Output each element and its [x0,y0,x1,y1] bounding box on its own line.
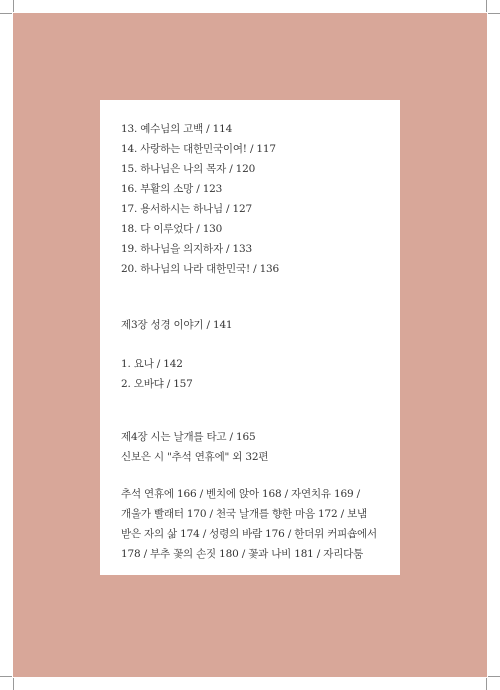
chapter-subheading: 신보은 시 "추석 연휴에" 외 32편 [121,451,269,463]
crop-mark [13,678,14,690]
toc-entry: 2. 오바댜 / 157 [121,378,193,390]
toc-entry: 19. 하나님을 의지하자 / 133 [121,243,252,255]
crop-mark [13,0,14,12]
crop-mark [486,678,487,690]
crop-mark [488,676,500,677]
chapter-heading: 제3장 성경 이야기 / 141 [121,319,233,331]
poem-list-line: 받은 자의 삶 174 / 성령의 바람 176 / 한더위 커피숍에서 [121,528,377,540]
toc-entry: 14. 사랑하는 대한민국이여! / 117 [121,143,276,155]
toc-entry: 16. 부활의 소망 / 123 [121,183,223,195]
toc-entry: 20. 하나님의 나라 대한민국! / 136 [121,263,280,275]
poem-list-line: 개울가 빨래터 170 / 천국 날개를 향한 마음 172 / 보냄 [121,508,367,520]
toc-entry: 18. 다 이루었다 / 130 [121,223,223,235]
chapter-heading: 제4장 시는 날개를 타고 / 165 [121,431,256,443]
toc-entry: 13. 예수님의 고백 / 114 [121,123,233,135]
toc-entry: 1. 요나 / 142 [121,358,183,370]
crop-mark [486,0,487,12]
toc-entry: 15. 하나님은 나의 목자 / 120 [121,163,256,175]
toc-entry: 17. 용서하시는 하나님 / 127 [121,203,252,215]
book-page [100,100,400,575]
crop-mark [488,13,500,14]
table-of-contents [121,119,390,564]
crop-mark [0,13,12,14]
poem-list-line: 추석 연휴에 166 / 벤치에 앉아 168 / 자연치유 169 / [121,488,360,500]
crop-mark [0,676,12,677]
poem-list-line: 178 / 부추 꽃의 손짓 180 / 꽃과 나비 181 / 자리다툼 [121,548,364,560]
